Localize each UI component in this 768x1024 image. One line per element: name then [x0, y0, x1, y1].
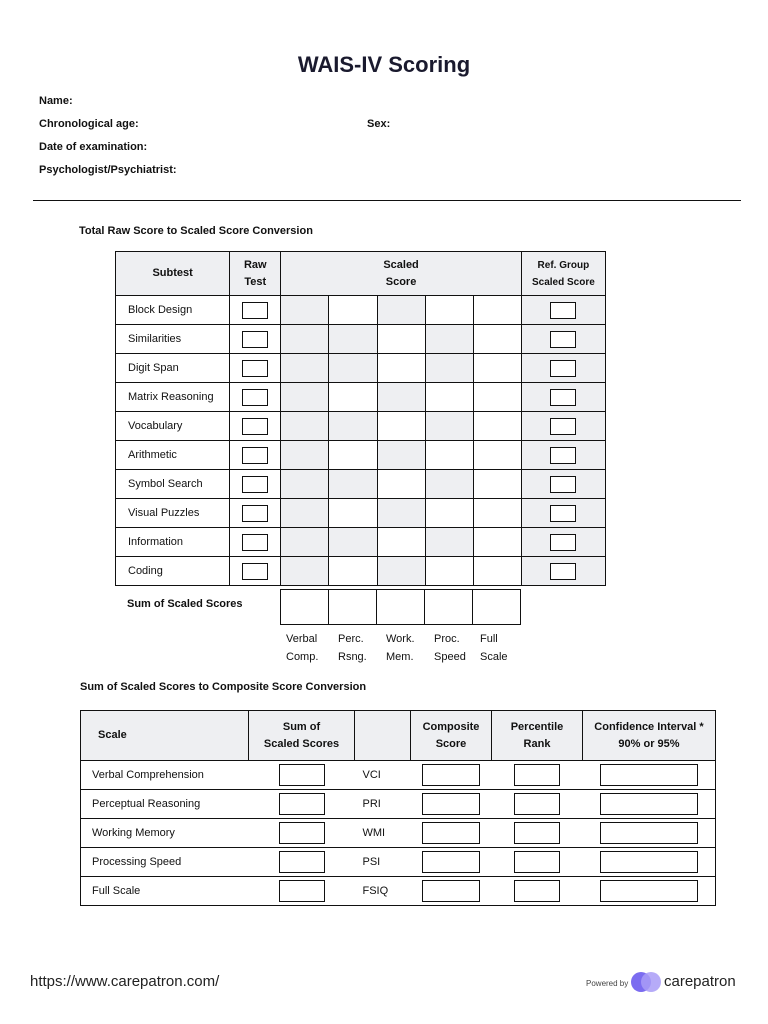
confidence-interval-input[interactable] — [600, 822, 698, 844]
ref-group-cell — [521, 499, 605, 528]
header-raw-test: Raw Test — [230, 252, 281, 296]
scaled-score-cell — [281, 499, 329, 528]
composite-row — [81, 761, 716, 790]
scaled-score-cell[interactable] — [425, 383, 473, 412]
ref-group-input[interactable] — [550, 418, 576, 435]
scale-name: Perceptual Reasoning — [81, 790, 249, 819]
composite-abbr: FSIQ — [355, 877, 411, 906]
scaled-score-cell — [377, 383, 425, 412]
subtest-name: Similarities — [116, 325, 230, 354]
raw-to-scaled-table — [115, 251, 606, 586]
scaled-score-cell[interactable] — [329, 296, 377, 325]
ref-group-input[interactable] — [550, 534, 576, 551]
domain-label-verbal: Verbal Comp. — [286, 633, 319, 663]
confidence-interval-input[interactable] — [600, 793, 698, 815]
subtest-row — [116, 383, 606, 412]
scaled-score-cell — [281, 383, 329, 412]
page-title: WAIS-IV Scoring — [297, 52, 471, 77]
subtest-row — [116, 528, 606, 557]
ref-group-input[interactable] — [550, 563, 576, 580]
subtest-row — [116, 296, 606, 325]
confidence-interval-input[interactable] — [600, 880, 698, 902]
composite-score-input[interactable] — [422, 851, 480, 873]
raw-score-cell — [230, 354, 281, 383]
scaled-score-cell — [281, 325, 329, 354]
ref-group-input[interactable] — [550, 476, 576, 493]
ref-group-cell — [521, 325, 605, 354]
scaled-score-cell — [425, 354, 473, 383]
sum-scaled-input[interactable] — [279, 793, 325, 815]
raw-score-input[interactable] — [242, 534, 268, 551]
composite-score-input[interactable] — [422, 880, 480, 902]
composite-abbr: PSI — [355, 848, 411, 877]
divider — [33, 200, 741, 201]
ref-group-cell — [521, 528, 605, 557]
header-confidence-interval: Confidence Interval * 90% or 95% — [583, 711, 716, 761]
sum-scaled-cell — [249, 848, 355, 877]
confidence-cell — [583, 877, 716, 906]
raw-score-input[interactable] — [242, 476, 268, 493]
ref-group-input[interactable] — [550, 360, 576, 377]
scaled-score-cell[interactable] — [377, 412, 425, 441]
raw-score-input[interactable] — [242, 360, 268, 377]
subtest-name: Matrix Reasoning — [116, 383, 230, 412]
header-subtest: Subtest — [116, 252, 230, 296]
percentile-rank-input[interactable] — [514, 822, 560, 844]
scaled-score-cell — [281, 354, 329, 383]
scaled-score-cell — [377, 499, 425, 528]
subtest-row — [116, 499, 606, 528]
raw-score-input[interactable] — [242, 418, 268, 435]
sum-scaled-input[interactable] — [279, 880, 325, 902]
scaled-score-cell[interactable] — [473, 296, 521, 325]
subtest-name: Vocabulary — [116, 412, 230, 441]
percentile-rank-input[interactable] — [514, 851, 560, 873]
subtest-name: Coding — [116, 557, 230, 586]
raw-score-cell — [230, 296, 281, 325]
scaled-score-cell[interactable] — [329, 557, 377, 586]
chronological-age-label: Chronological age: — [39, 118, 139, 130]
confidence-interval-input[interactable] — [600, 851, 698, 873]
raw-score-cell — [230, 383, 281, 412]
scaled-score-cell[interactable] — [473, 499, 521, 528]
scaled-score-cell[interactable] — [329, 499, 377, 528]
scaled-score-cell[interactable] — [425, 499, 473, 528]
scaled-score-cell — [329, 354, 377, 383]
scaled-score-cell[interactable] — [425, 296, 473, 325]
percentile-rank-input[interactable] — [514, 764, 560, 786]
scale-name: Full Scale — [81, 877, 249, 906]
composite-score-input[interactable] — [422, 764, 480, 786]
composite-row — [81, 790, 716, 819]
name-field-label: Name: — [39, 95, 73, 107]
sum-cell-perceptual[interactable] — [329, 590, 377, 625]
scaled-score-cell — [281, 557, 329, 586]
confidence-cell — [583, 819, 716, 848]
scaled-score-cell[interactable] — [473, 441, 521, 470]
confidence-cell — [583, 790, 716, 819]
sum-cell-verbal[interactable] — [281, 590, 329, 625]
ref-group-cell — [521, 441, 605, 470]
percentile-cell — [492, 790, 583, 819]
raw-score-cell — [230, 441, 281, 470]
subtest-row — [116, 412, 606, 441]
subtest-name: Digit Span — [116, 354, 230, 383]
scaled-score-cell[interactable] — [377, 354, 425, 383]
header-scaled-score: Scaled Score — [281, 252, 521, 296]
composite-cell — [411, 877, 492, 906]
scaled-score-cell — [329, 412, 377, 441]
ref-group-input[interactable] — [550, 389, 576, 406]
composite-score-table — [80, 710, 716, 906]
scaled-score-cell[interactable] — [425, 441, 473, 470]
carepatron-logo-icon — [630, 971, 662, 993]
scaled-score-cell — [329, 470, 377, 499]
domain-label-working-memory: Work. Mem. — [386, 633, 415, 663]
header-ref-group: Ref. Group Scaled Score — [521, 252, 605, 296]
ref-group-cell — [521, 470, 605, 499]
raw-score-input[interactable] — [242, 389, 268, 406]
subtest-row — [116, 470, 606, 499]
composite-row — [81, 819, 716, 848]
scaled-score-cell — [281, 441, 329, 470]
scaled-score-cell[interactable] — [473, 528, 521, 557]
scaled-score-cell — [425, 470, 473, 499]
ref-group-input[interactable] — [550, 447, 576, 464]
scaled-score-cell[interactable] — [329, 383, 377, 412]
scaled-score-cell — [425, 325, 473, 354]
composite-score-input[interactable] — [422, 822, 480, 844]
subtest-name: Arithmetic — [116, 441, 230, 470]
scaled-score-cell — [425, 412, 473, 441]
subtest-row — [116, 354, 606, 383]
section-title-raw-to-scaled: Total Raw Score to Scaled Score Conversion — [79, 225, 313, 237]
raw-score-cell — [230, 528, 281, 557]
scaled-score-cell[interactable] — [329, 441, 377, 470]
scale-name: Verbal Comprehension — [81, 761, 249, 790]
scaled-score-cell — [329, 528, 377, 557]
scaled-score-cell — [281, 296, 329, 325]
percentile-cell — [492, 848, 583, 877]
composite-cell — [411, 848, 492, 877]
ref-group-cell — [521, 412, 605, 441]
scaled-score-cell — [425, 528, 473, 557]
raw-score-input[interactable] — [242, 505, 268, 522]
composite-row — [81, 877, 716, 906]
composite-abbr: VCI — [355, 761, 411, 790]
scaled-score-cell — [377, 557, 425, 586]
confidence-cell — [583, 848, 716, 877]
sum-scaled-input[interactable] — [279, 764, 325, 786]
sum-scaled-cell — [249, 819, 355, 848]
ref-group-input[interactable] — [550, 331, 576, 348]
scaled-score-cell — [281, 412, 329, 441]
confidence-interval-input[interactable] — [600, 764, 698, 786]
powered-by-label: Powered by — [586, 979, 629, 988]
percentile-cell — [492, 819, 583, 848]
confidence-cell — [583, 761, 716, 790]
sum-cell-processing-speed[interactable] — [425, 590, 473, 625]
subtest-name: Symbol Search — [116, 470, 230, 499]
raw-score-input[interactable] — [242, 563, 268, 580]
subtest-row — [116, 557, 606, 586]
sum-cell-working-memory[interactable] — [377, 590, 425, 625]
header-abbr-spacer — [355, 711, 411, 761]
percentile-rank-input[interactable] — [514, 880, 560, 902]
raw-score-input[interactable] — [242, 302, 268, 319]
scaled-score-cell — [281, 470, 329, 499]
sum-cell-full-scale[interactable] — [473, 590, 521, 625]
scaled-score-cell[interactable] — [473, 470, 521, 499]
scaled-score-cell[interactable] — [377, 325, 425, 354]
composite-cell — [411, 790, 492, 819]
section-title-composite: Sum of Scaled Scores to Composite Score Conversion — [80, 681, 367, 693]
domain-label-full-scale: Full Scale — [480, 633, 508, 663]
scaled-score-cell[interactable] — [377, 528, 425, 557]
ref-group-cell — [521, 354, 605, 383]
subtest-row — [116, 441, 606, 470]
subtest-row — [116, 325, 606, 354]
percentile-cell — [492, 761, 583, 790]
date-of-examination-label: Date of examination: — [39, 141, 148, 153]
scaled-score-cell[interactable] — [473, 557, 521, 586]
footer-url-link[interactable]: https://www.carepatron.com/ — [30, 973, 220, 990]
composite-score-input[interactable] — [422, 793, 480, 815]
raw-score-cell — [230, 470, 281, 499]
sum-scaled-cell — [249, 790, 355, 819]
scaled-score-cell[interactable] — [473, 325, 521, 354]
scaled-score-cell[interactable] — [425, 557, 473, 586]
sex-label: Sex: — [367, 118, 391, 130]
ref-group-input[interactable] — [550, 302, 576, 319]
scaled-score-cell — [329, 325, 377, 354]
scaled-score-cell[interactable] — [473, 412, 521, 441]
raw-score-input[interactable] — [242, 447, 268, 464]
scaled-score-cell[interactable] — [377, 470, 425, 499]
raw-score-cell — [230, 499, 281, 528]
header-percentile-rank: Percentile Rank — [492, 711, 583, 761]
percentile-cell — [492, 877, 583, 906]
header-scale: Scale — [81, 711, 249, 761]
raw-score-input[interactable] — [242, 331, 268, 348]
subtest-name: Visual Puzzles — [116, 499, 230, 528]
sum-scaled-cell — [249, 877, 355, 906]
carepatron-brand-text: carepatron — [664, 973, 736, 990]
ref-group-cell — [521, 296, 605, 325]
domain-label-perceptual: Perc. Rsng. — [338, 633, 367, 663]
composite-row — [81, 848, 716, 877]
header-sum-of-scaled: Sum of Scaled Scores — [249, 711, 355, 761]
ref-group-cell — [521, 383, 605, 412]
subtest-name: Block Design — [116, 296, 230, 325]
scale-name: Working Memory — [81, 819, 249, 848]
raw-score-cell — [230, 412, 281, 441]
scaled-score-cell[interactable] — [473, 383, 521, 412]
composite-abbr: WMI — [355, 819, 411, 848]
scaled-score-cell — [377, 441, 425, 470]
sum-of-scaled-scores-label: Sum of Scaled Scores — [127, 598, 243, 610]
scaled-score-cell[interactable] — [473, 354, 521, 383]
ref-group-cell — [521, 557, 605, 586]
scaled-score-cell — [377, 296, 425, 325]
sum-of-scaled-scores-row — [280, 589, 521, 625]
domain-label-processing-speed: Proc. Speed — [434, 633, 466, 663]
sum-scaled-input[interactable] — [279, 822, 325, 844]
scale-name: Processing Speed — [81, 848, 249, 877]
sum-scaled-input[interactable] — [279, 851, 325, 873]
composite-cell — [411, 761, 492, 790]
header-composite-score: Composite Score — [411, 711, 492, 761]
raw-score-cell — [230, 557, 281, 586]
subtest-name: Information — [116, 528, 230, 557]
raw-score-cell — [230, 325, 281, 354]
percentile-rank-input[interactable] — [514, 793, 560, 815]
scaled-score-cell — [281, 528, 329, 557]
composite-cell — [411, 819, 492, 848]
ref-group-input[interactable] — [550, 505, 576, 522]
composite-abbr: PRI — [355, 790, 411, 819]
sum-scaled-cell — [249, 761, 355, 790]
psychologist-label: Psychologist/Psychiatrist: — [39, 164, 177, 176]
